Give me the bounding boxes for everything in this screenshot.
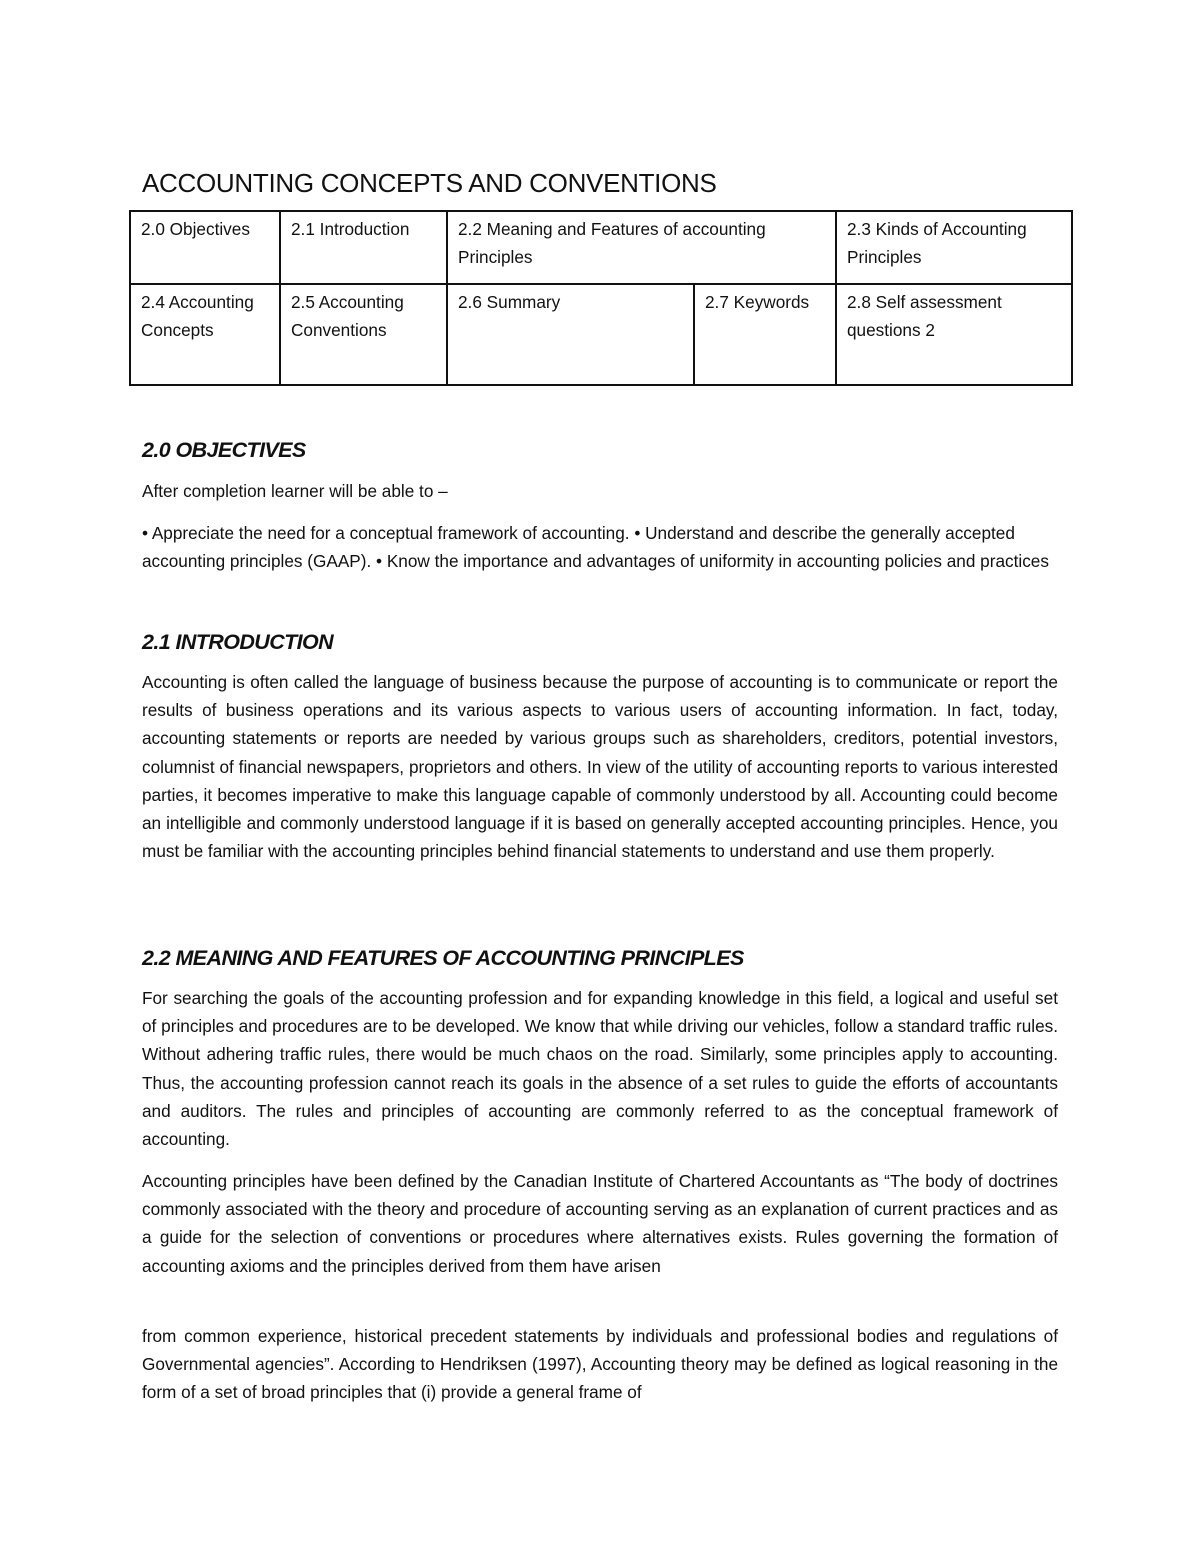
meaning-paragraph: Accounting principles have been defined by the Canadian Institute of Chartered Accountants as “The body of doctrines commonly associated with the theory and procedure of accounting serving as an explanation of current practices and as a guide for the selection of conventions or procedures where alternatives exists. Rules governing the formation of accounting axioms and the principles derived from them have arisen — [142, 1171, 1058, 1276]
meaning-paragraph: For searching the goals of the accounting profession and for expanding knowledge in this field, a logical and useful set of principles and procedures are to be developed. We know that while driving our vehicles, follow a standard traffic rules. Without adhering traffic rules, there would be much chaos on the road. Similarly, some principles apply to accounting. Thus, the accounting profession cannot reach its goals in the absence of a set rules to guide the efforts of accountants and auditors. The rules and principles of accounting are commonly referred to as the conceptual framework of accounting. — [142, 988, 1058, 1150]
contents-row — [130, 211, 1072, 284]
objectives-heading: 2.0 OBJECTIVES — [142, 438, 306, 462]
contents-cell-objectives: 2.0 Objectives — [130, 211, 280, 284]
objectives-intro: After completion learner will be able to – — [142, 481, 448, 501]
contents-row — [130, 284, 1072, 385]
contents-cell-self-assessment: 2.8 Self assessment questions 2 — [836, 284, 1072, 385]
meaning-heading: 2.2 MEANING AND FEATURES OF ACCOUNTING PRINCIPLES — [142, 946, 744, 970]
contents-cell-meaning: 2.2 Meaning and Features of accounting Principles — [447, 211, 836, 284]
contents-cell-keywords: 2.7 Keywords — [694, 284, 836, 385]
contents-cell-kinds: 2.3 Kinds of Accounting Principles — [836, 211, 1072, 284]
introduction-heading: 2.1 INTRODUCTION — [142, 630, 334, 654]
contents-cell-conventions: 2.5 Accounting Conventions — [280, 284, 447, 385]
objectives-bullets: • Appreciate the need for a conceptual framework of accounting. • Understand and describe the generally accepted accounting principles (GAAP). • Know the importance and advantages of uniformity in accounting policies and practices — [142, 523, 1049, 572]
contents-cell-introduction: 2.1 Introduction — [280, 211, 447, 284]
document-title: ACCOUNTING CONCEPTS AND CONVENTIONS — [142, 168, 717, 198]
meaning-paragraph: from common experience, historical precedent statements by individuals and professional bodies and regulations of Governmental agencies”. According to Hendriksen (1997), Accounting theory may be defined as logical reasoning in the form of a set of broad principles that (i) provide a general frame of — [142, 1326, 1058, 1403]
introduction-body: Accounting is often called the language of business because the purpose of accounting is to communicate or report the results of business operations and its various aspects to various users of accounting information. In fact, today, accounting statements or reports are needed by various groups such as shareholders, creditors, potential investors, columnist of financial newspapers, proprietors and others. In view of the utility of accounting reports to various interested parties, it becomes imperative to make this language capable of commonly understood by all. Accounting could become an intelligible and commonly understood language if it is based on generally accepted accounting principles. Hence, you must be familiar with the accounting principles behind financial statements to understand and use them properly. — [142, 672, 1058, 862]
contents-table — [129, 210, 1073, 386]
contents-cell-summary: 2.6 Summary — [447, 284, 694, 385]
contents-cell-concepts: 2.4 Accounting Concepts — [130, 284, 280, 385]
